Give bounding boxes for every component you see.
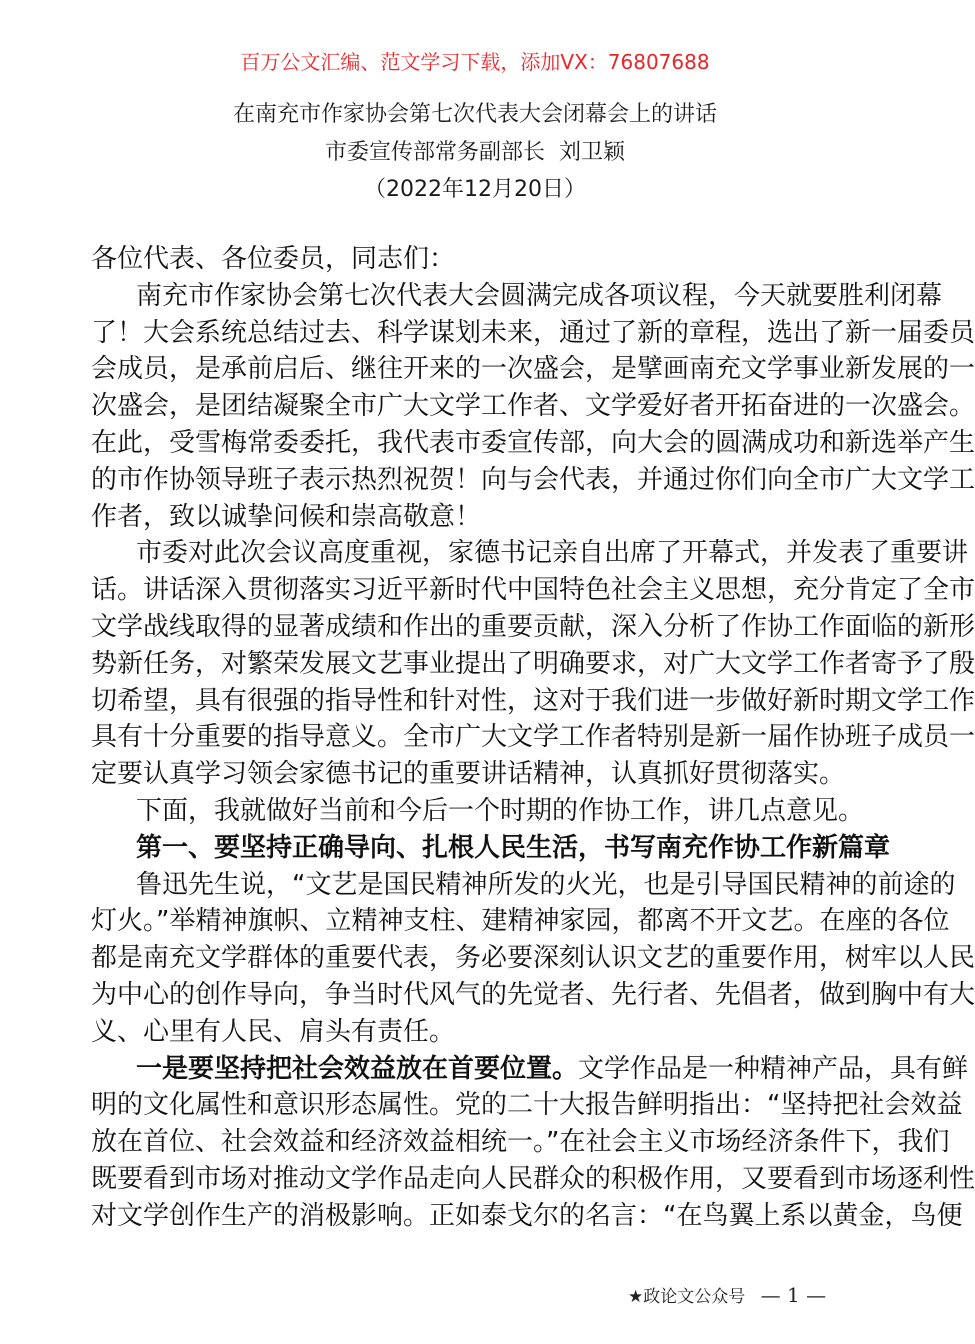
text-line: 放在首位、社会效益和经济效益相统一。”在社会主义市场经济条件下，我们	[91, 1127, 950, 1158]
text-line: 都是南充文学群体的重要代表，务必要深刻认识文艺的重要作用，树牢以人民	[91, 943, 975, 974]
text-line: 次盛会，是团结凝聚全市广大文学工作者、文学爱好者开拓奋进的一次盛会。	[91, 391, 975, 422]
document-body	[91, 241, 975, 1235]
text-line: 势新任务，对繁荣发展文艺事业提出了明确要求，对广大文学工作者寄予了殷	[91, 648, 975, 679]
text-line: 灯火。”举精神旗帜、立精神支柱、建精神家园，都离不开文艺。在座的各位	[91, 906, 950, 937]
text-line: 下面，我就做好当前和今后一个时期的作协工作，讲几点意见。	[136, 795, 865, 826]
text-line: 会成员，是承前启后、继往开来的一次盛会，是擘画南充文学事业新发展的一	[91, 354, 975, 385]
text-line: 南充市作家协会第七次代表大会圆满完成各项议程，今天就要胜利闭幕	[136, 280, 943, 311]
speech-title: 在南充市作家协会第七次代表大会闭幕会上的讲话	[232, 102, 717, 127]
footer-source: ★政论文公众号	[628, 1287, 746, 1307]
text-line: 市委对此次会议高度重视，家德书记亲自出席了开幕式，并发表了重要讲	[136, 538, 969, 569]
point-text: 文学作品是一种精神产品，具有鲜	[578, 1053, 969, 1084]
text-line: 文学战线取得的显著成绩和作出的重要贡献，深入分析了作协工作面临的新形	[91, 611, 975, 642]
text-line: 明的文化属性和意识形态属性。党的二十大报告鲜明指出：“坚持把社会效益	[91, 1090, 963, 1121]
text-line: 了！大会系统总结过去、科学谋划未来，通过了新的章程，选出了新一届委员	[91, 317, 975, 348]
text-line: 的市作协领导班子表示热烈祝贺！向与会代表，并通过你们向全市广大文学工	[91, 464, 975, 495]
promo-banner: 百万公文汇编、范文学习下载，添加VX：76807688	[240, 50, 710, 74]
text-line	[91, 1051, 969, 1088]
text-line: 切希望，具有很强的指导性和针对性，这对于我们进一步做好新时期文学工作	[91, 685, 975, 716]
greeting: 各位代表、各位委员，同志们：	[91, 244, 456, 274]
speaker-line: 市委宣传部常务副部长 刘卫颖	[325, 140, 625, 165]
text-line: 对文学创作生产的消极影响。正如泰戈尔的名言：“在鸟翼上系以黄金，鸟便	[91, 1200, 963, 1231]
text-line: 鲁迅先生说，“文艺是国民精神所发的火光，也是引导国民精神的前途的	[136, 869, 956, 900]
page-footer	[628, 1282, 826, 1307]
text-line: 作者，致以诚挚问候和崇高敬意！	[91, 501, 482, 532]
text-line: 在此，受雪梅常委委托，我代表市委宣传部，向大会的圆满成功和新选举产生	[91, 427, 975, 458]
text-line: 定要认真学习领会家德书记的重要讲话精神，认真抓好贯彻落实。	[91, 759, 846, 790]
text-line: 具有十分重要的指导意义。全市广大文学工作者特别是新一届作协班子成员一	[91, 722, 975, 753]
speech-date: （2022年12月20日）	[364, 177, 586, 202]
section-heading: 第一、要坚持正确导向、扎根人民生活，书写南充作协工作新篇章	[136, 832, 891, 863]
text-line: 话。讲话深入贯彻落实习近平新时代中国特色社会主义思想，充分肯定了全市	[91, 575, 975, 606]
page-number: — 1 —	[760, 1283, 827, 1307]
text-line: 为中心的创作导向，争当时代风气的先觉者、先行者、先倡者，做到胸中有大	[91, 979, 975, 1010]
point-lead: 一是要坚持把社会效益放在首要位置。	[136, 1053, 579, 1084]
text-line: 既要看到市场对推动文学作品走向人民群众的积极作用，又要看到市场逐利性	[91, 1163, 975, 1194]
text-line: 义、心里有人民、肩头有责任。	[91, 1016, 456, 1047]
